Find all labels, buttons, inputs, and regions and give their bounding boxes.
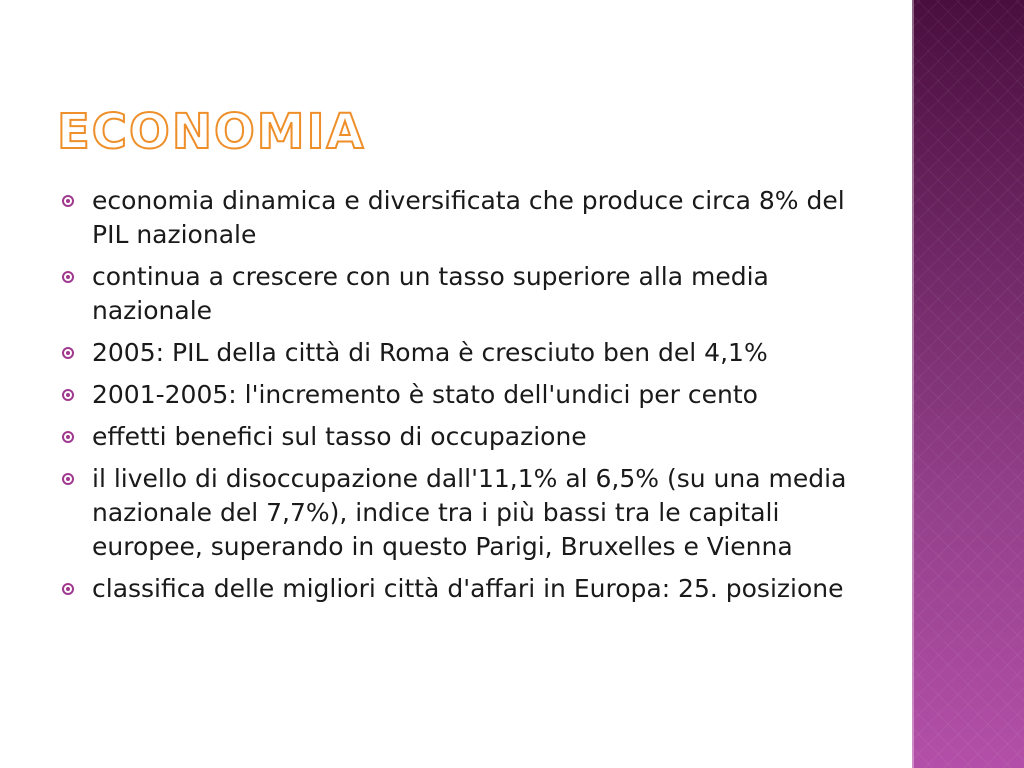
- bullet-text: il livello di disoccupazione dall'11,1% al 6,5% (su una media nazionale del 7,7%), indice tra i più bassi tra le capitali europee, superando in questo Parigi, Bruxelles e Vienna: [92, 464, 847, 561]
- bullet-list: [62, 184, 862, 614]
- bullet-item: [62, 420, 862, 454]
- bullet-item: [62, 378, 862, 412]
- bullet-circle-icon: [62, 195, 74, 207]
- bullet-circle-icon: [62, 389, 74, 401]
- bullet-item: [62, 462, 862, 564]
- bullet-circle-icon: [62, 431, 74, 443]
- bullet-item: [62, 572, 862, 606]
- bullet-item: [62, 184, 862, 252]
- bullet-circle-icon: [62, 271, 74, 283]
- slide-title: ECONOMIA: [57, 104, 366, 160]
- bullet-item: [62, 336, 862, 370]
- bullet-text: 2005: PIL della città di Roma è cresciuto ben del 4,1%: [92, 338, 768, 367]
- decorative-side-band: [912, 0, 1024, 768]
- bullet-text: 2001-2005: l'incremento è stato dell'undici per cento: [92, 380, 758, 409]
- bullet-text: classifica delle migliori città d'affari in Europa: 25. posizione: [92, 574, 844, 603]
- bullet-text: continua a crescere con un tasso superiore alla media nazionale: [92, 262, 769, 325]
- bullet-text: economia dinamica e diversificata che produce circa 8% del PIL nazionale: [92, 186, 845, 249]
- bullet-circle-icon: [62, 583, 74, 595]
- bullet-text: effetti benefici sul tasso di occupazione: [92, 422, 587, 451]
- bullet-circle-icon: [62, 473, 74, 485]
- bullet-item: [62, 260, 862, 328]
- bullet-circle-icon: [62, 347, 74, 359]
